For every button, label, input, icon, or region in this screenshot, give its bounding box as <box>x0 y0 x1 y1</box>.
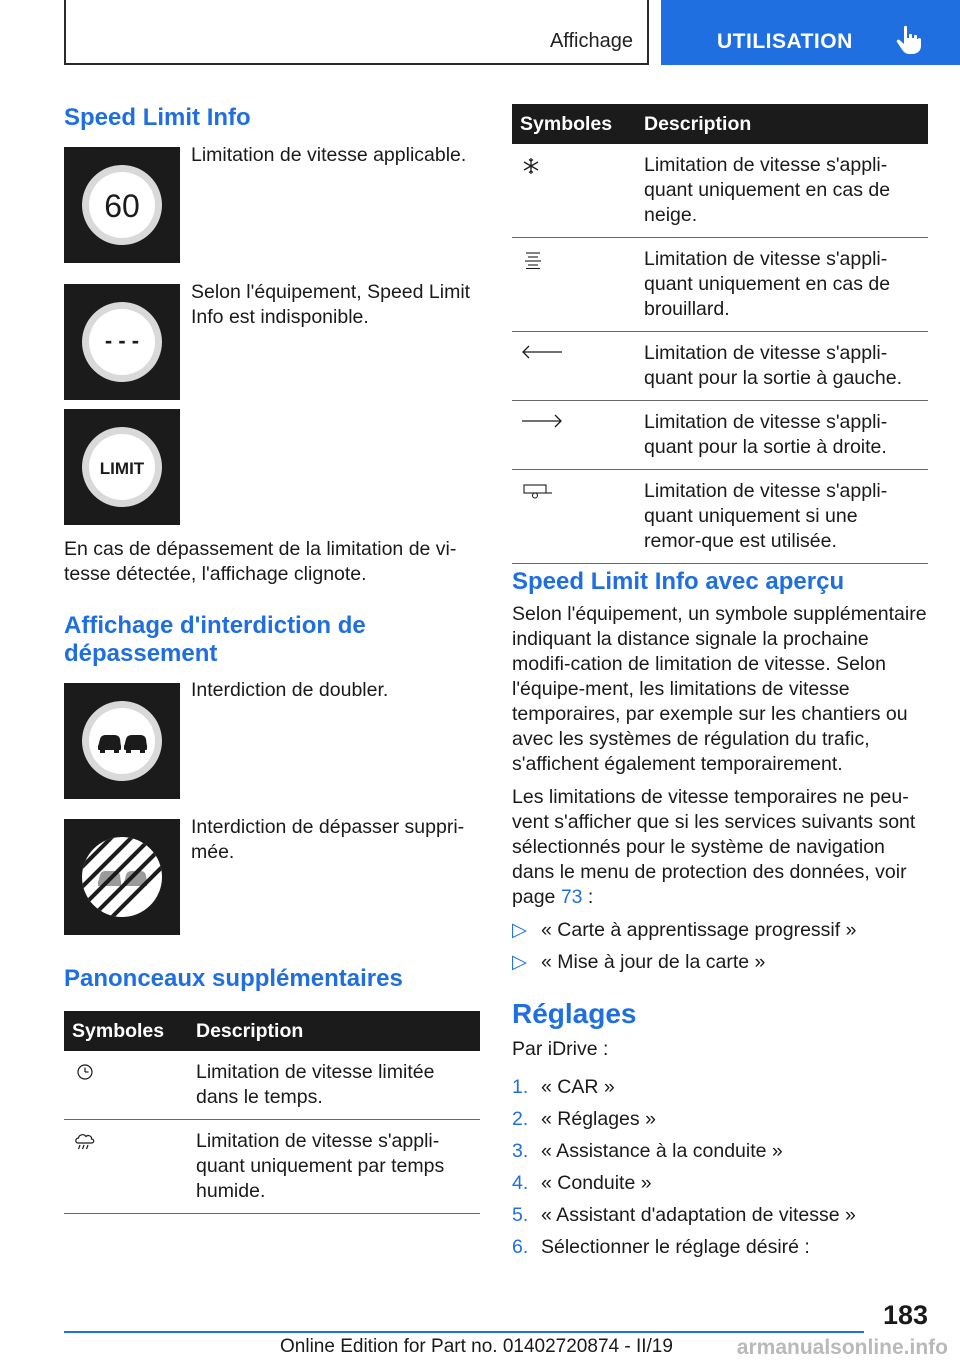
list-item <box>512 950 928 975</box>
list-item <box>512 1075 928 1100</box>
table-row <box>64 1051 480 1120</box>
table-row <box>512 401 928 470</box>
page-link-73[interactable]: 73 <box>560 886 583 908</box>
panels-row-1-text: Limitation de vitesse s'appli-quant uniquement par temps humide. <box>188 1120 480 1214</box>
sign-unavailable <box>64 284 180 400</box>
no-overtaking-text: Interdiction de doubler. <box>191 679 389 701</box>
header-chapter-label: UTILISATION <box>717 30 853 53</box>
symbols-row-3-text: Limitation de vitesse s'appli-quant pour la sortie à droite. <box>636 401 928 470</box>
symbols-col-description: Description <box>636 104 928 144</box>
settings-intro: Par iDrive : <box>512 1038 609 1060</box>
end-no-overtaking-text: Interdiction de dépasser suppri-mée. <box>191 816 465 863</box>
symbols-row-2-text: Limitation de vitesse s'appli-quant pour la sortie à gauche. <box>636 332 928 401</box>
step-text: Sélectionner le réglage désiré : <box>541 1236 810 1258</box>
page-number: 183 <box>882 1300 928 1330</box>
table-row <box>512 144 928 238</box>
speed-limit-note: En cas de dépassement de la limitation de vi-tesse détectée, l'affichage clignote. <box>64 538 457 585</box>
watermark: armanualsonline.info <box>736 1336 948 1359</box>
header-box <box>64 0 649 65</box>
list-item <box>512 1235 928 1260</box>
list-item <box>512 1203 928 1228</box>
sign-limit <box>64 409 180 525</box>
preview-paragraph-1: Selon l'équipement, un symbole supplémentaire indiquant la distance signale la prochaine modifi-cation de limitation de vitesse. Selon l'équipe-ment, les limitations de vitesse temporaires, par exemple sur les chantiers ou avec les systèmes de régulation du trafic, s'affichent également temporairement. <box>512 603 927 775</box>
step-number: 6. <box>512 1236 529 1258</box>
panels-table <box>64 1011 480 1214</box>
step-number: 2. <box>512 1108 529 1130</box>
step-text: « Réglages » <box>541 1108 656 1130</box>
sign-no-overtaking <box>64 683 180 799</box>
symbols-table <box>512 104 928 564</box>
list-item <box>512 918 928 943</box>
panels-row-0-text: Limitation de vitesse limitée dans le temps. <box>188 1051 480 1120</box>
bullet-text-1: « Mise à jour de la carte » <box>541 951 766 973</box>
preview-paragraph-2-end: : <box>582 886 594 908</box>
panels-col-symbols: Symboles <box>64 1011 188 1051</box>
sign-speed-60-text: 60 <box>104 188 140 224</box>
header-chapter-tab <box>661 0 960 65</box>
step-text: « CAR » <box>541 1076 615 1098</box>
hand-pointer-icon <box>895 24 923 56</box>
snowflake-icon <box>520 156 542 176</box>
footer-edition: Online Edition for Part no. 01402720874 - II/19 <box>280 1336 673 1357</box>
table-row <box>512 470 928 564</box>
preview-title: Speed Limit Info avec aperçu <box>512 568 845 595</box>
list-item <box>512 1171 928 1196</box>
rain-cloud-icon <box>72 1132 98 1152</box>
symbols-row-0-text: Limitation de vitesse s'appli-quant uniquement en cas de neige. <box>636 144 928 238</box>
overtaking-title: Affichage d'interdiction de dépassement <box>64 612 366 667</box>
bullet-marker: ▷ <box>512 951 527 973</box>
list-item <box>512 1107 928 1132</box>
sign-speed-60 <box>64 147 180 263</box>
clock-icon <box>72 1063 98 1081</box>
preview-bullets <box>512 918 928 982</box>
symbols-row-4-text: Limitation de vitesse s'appli-quant uniquement si une remor-que est utilisée. <box>636 470 928 564</box>
table-row <box>512 332 928 401</box>
table-row <box>64 1120 480 1214</box>
step-text: « Assistance à la conduite » <box>541 1140 783 1162</box>
preview-paragraph-2 <box>512 785 928 910</box>
header-section-title: Affichage <box>549 30 633 52</box>
step-number: 4. <box>512 1172 529 1194</box>
list-item <box>512 1139 928 1164</box>
table-row <box>512 238 928 332</box>
speed-limit-unavailable-text: Selon l'équipement, Speed Limit Info est indisponible. <box>191 281 471 328</box>
sign-unavailable-text: - - - <box>104 328 140 353</box>
sign-limit-text: LIMIT <box>99 459 145 478</box>
step-text: « Assistant d'adaptation de vitesse » <box>541 1204 856 1226</box>
step-number: 3. <box>512 1140 529 1162</box>
fog-icon <box>520 250 546 270</box>
sign-end-no-overtaking <box>64 819 180 935</box>
footer-divider <box>64 1331 864 1333</box>
trailer-icon <box>520 482 554 500</box>
settings-steps <box>512 1075 928 1267</box>
speed-limit-info-title: Speed Limit Info <box>64 104 251 131</box>
preview-paragraph-2-text: Les limitations de vitesse temporaires ne peu-vent s'afficher que si les services suivants sont sélectionnés pour le système de navigation dans le menu de protection des données, voir page <box>512 786 916 908</box>
bullet-marker: ▷ <box>512 919 527 941</box>
panels-col-description: Description <box>188 1011 480 1051</box>
settings-title: Réglages <box>512 998 637 1029</box>
step-text: « Conduite » <box>541 1172 652 1194</box>
bullet-text-0: « Carte à apprentissage progressif » <box>541 919 857 941</box>
step-number: 1. <box>512 1076 529 1098</box>
speed-limit-applicable-text: Limitation de vitesse applicable. <box>191 144 467 166</box>
arrow-right-icon <box>520 413 564 429</box>
panels-title: Panonceaux supplémentaires <box>64 965 403 992</box>
symbols-col-symbols: Symboles <box>512 104 636 144</box>
arrow-left-icon <box>520 344 564 360</box>
symbols-row-1-text: Limitation de vitesse s'appli-quant uniquement en cas de brouillard. <box>636 238 928 332</box>
step-number: 5. <box>512 1204 529 1226</box>
